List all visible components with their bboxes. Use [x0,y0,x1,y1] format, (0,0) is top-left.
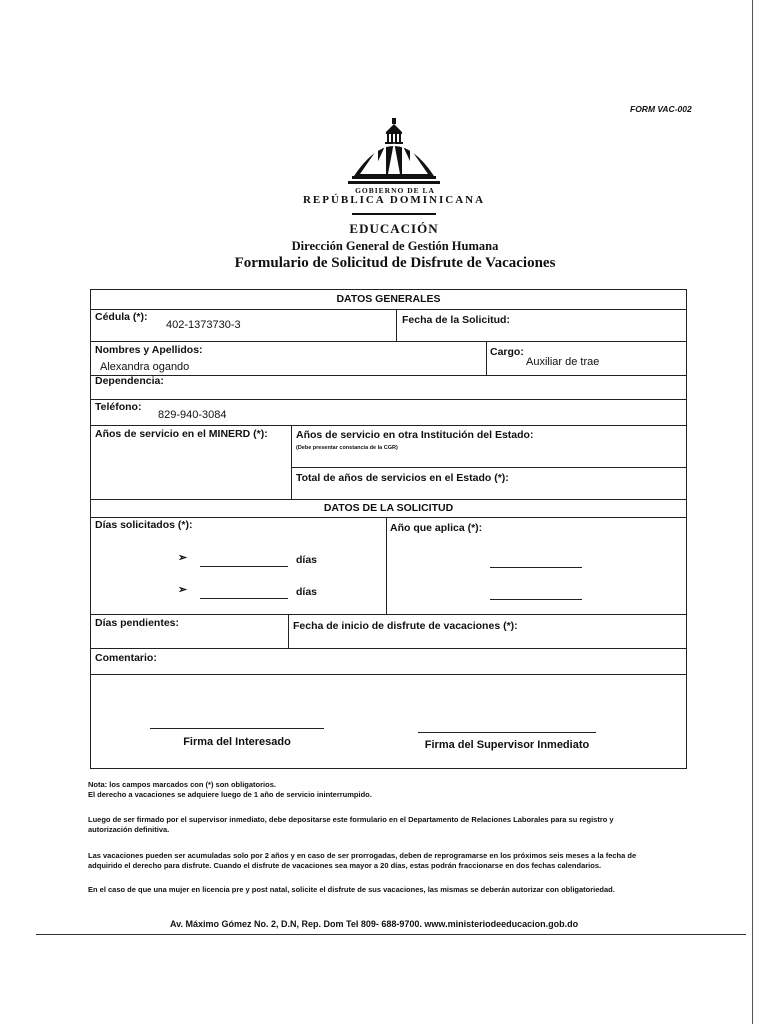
dependencia-label: Dependencia: [95,375,164,387]
datos-generales-heading: DATOS GENERALES [336,293,441,305]
note-acumuladas-1: Las vacaciones pueden ser acumuladas solo por 2 años y en caso de ser prorrogadas, deben de reprogramarse en los próximos seis meses a la fecha de [88,851,637,860]
dias-unit-2: días [296,586,318,598]
footer-address: Av. Máximo Gómez No. 2, D.N, Rep. Dom Tel 809- 688-9700. www.ministeriodeeducacion.gob.do [170,919,579,929]
col-divider [486,341,487,376]
ano-blank-2[interactable] [490,599,582,600]
note-firmado-1: Luego de ser firmado por el supervisor inmediato, debe depositarse este formulario en el Departamento de Relaciones Laborales para su registro y [88,815,614,824]
col-divider [396,309,397,342]
row-divider [90,517,687,518]
datos-solicitud-heading: DATOS DE LA SOLICITUD [323,502,454,514]
row-divider [90,499,687,500]
note-derecho: El derecho a vacaciones se adquiere luego de 1 año de servicio ininterrumpido. [88,790,372,799]
note-firmado-2: autorización definitiva. [88,825,170,834]
page-edge-line [752,0,753,1024]
total-anos-label: Total de años de servicios en el Estado (*): [296,472,509,484]
row-divider [90,614,687,615]
note-licencia: En el caso de que una mujer en licencia pre y post natal, solicite el disfrute de sus vacaciones, las mismas se deberán autorizar con obligatoriedad. [88,885,615,894]
dias-blank-1[interactable] [200,566,288,567]
nombres-field[interactable]: Alexandra ogando [100,361,190,373]
firma-interesado-line[interactable] [150,728,324,729]
anos-minerd-label: Años de servicio en el MINERD (*): [95,428,268,440]
col-divider [288,614,289,649]
firma-interesado-label: Firma del Interesado [183,736,291,748]
dias-blank-2[interactable] [200,598,288,599]
row-divider [90,309,687,310]
table-border-right [686,289,687,769]
telefono-field[interactable]: 829-940-3084 [158,409,227,421]
firma-supervisor-line[interactable] [418,732,596,733]
telefono-label: Teléfono: [95,401,142,413]
ano-aplica-label: Año que aplica (*): [390,522,483,534]
comentario-label: Comentario: [95,652,157,664]
dias-solicitados-label: Días solicitados (*): [95,519,193,531]
republica-dominicana-text: REPÚBLICA DOMINICANA [302,194,486,206]
arrow-bullet-icon: ➢ [178,584,188,596]
row-divider [90,399,687,400]
cargo-field[interactable]: Auxiliar de trae [526,356,600,368]
dias-unit-1: días [296,554,318,566]
arrow-bullet-icon: ➢ [178,552,188,564]
ano-blank-1[interactable] [490,567,582,568]
nombres-label: Nombres y Apellidos: [95,344,203,356]
row-divider [90,341,687,342]
dias-pendientes-label: Días pendientes: [95,617,180,629]
col-divider [386,517,387,615]
direction-name: Dirección General de Gestión Humana [291,239,499,253]
anos-otra-institucion-label: Años de servicio en otra Institución del Estado: [296,429,534,441]
row-divider [90,674,687,675]
fecha-inicio-label: Fecha de inicio de disfrute de vacaciones (*): [293,620,518,632]
col-divider [291,425,292,500]
constancia-note: (Debe presentar constancia de la CGR) [296,445,398,451]
form-title: Formulario de Solicitud de Disfrute de Vacaciones [234,255,556,271]
table-border-top [90,289,687,290]
cargo-label: Cargo: [490,346,524,358]
row-divider [90,425,687,426]
firma-supervisor-label: Firma del Supervisor Inmediato [424,739,590,751]
note-obligatorios: Nota: los campos marcados con (*) son obligatorios. [88,780,276,789]
gobierno-de-la-text: GOBIERNO DE LA [355,186,435,195]
header-underline [352,213,436,215]
footer-rule [36,934,746,935]
row-divider [291,467,687,468]
row-divider [90,648,687,649]
fecha-solicitud-label: Fecha de la Solicitud: [402,314,510,326]
ministry-name: EDUCACIÓN [349,221,439,236]
table-border-bottom [90,768,687,769]
table-border-left [90,289,91,769]
form-code: FORM VAC-002 [630,104,692,114]
note-acumuladas-2: adquirido el derecho para disfrute. Cuando el disfrute de vacaciones sea mayor a 20 días, estas podrán fraccionarse en dos fechas calendarios. [88,861,602,870]
row-divider [90,375,687,376]
cedula-label: Cédula (*): [95,311,148,323]
government-crest-logo [348,118,440,191]
cedula-field[interactable]: 402-1373730-3 [166,319,241,331]
